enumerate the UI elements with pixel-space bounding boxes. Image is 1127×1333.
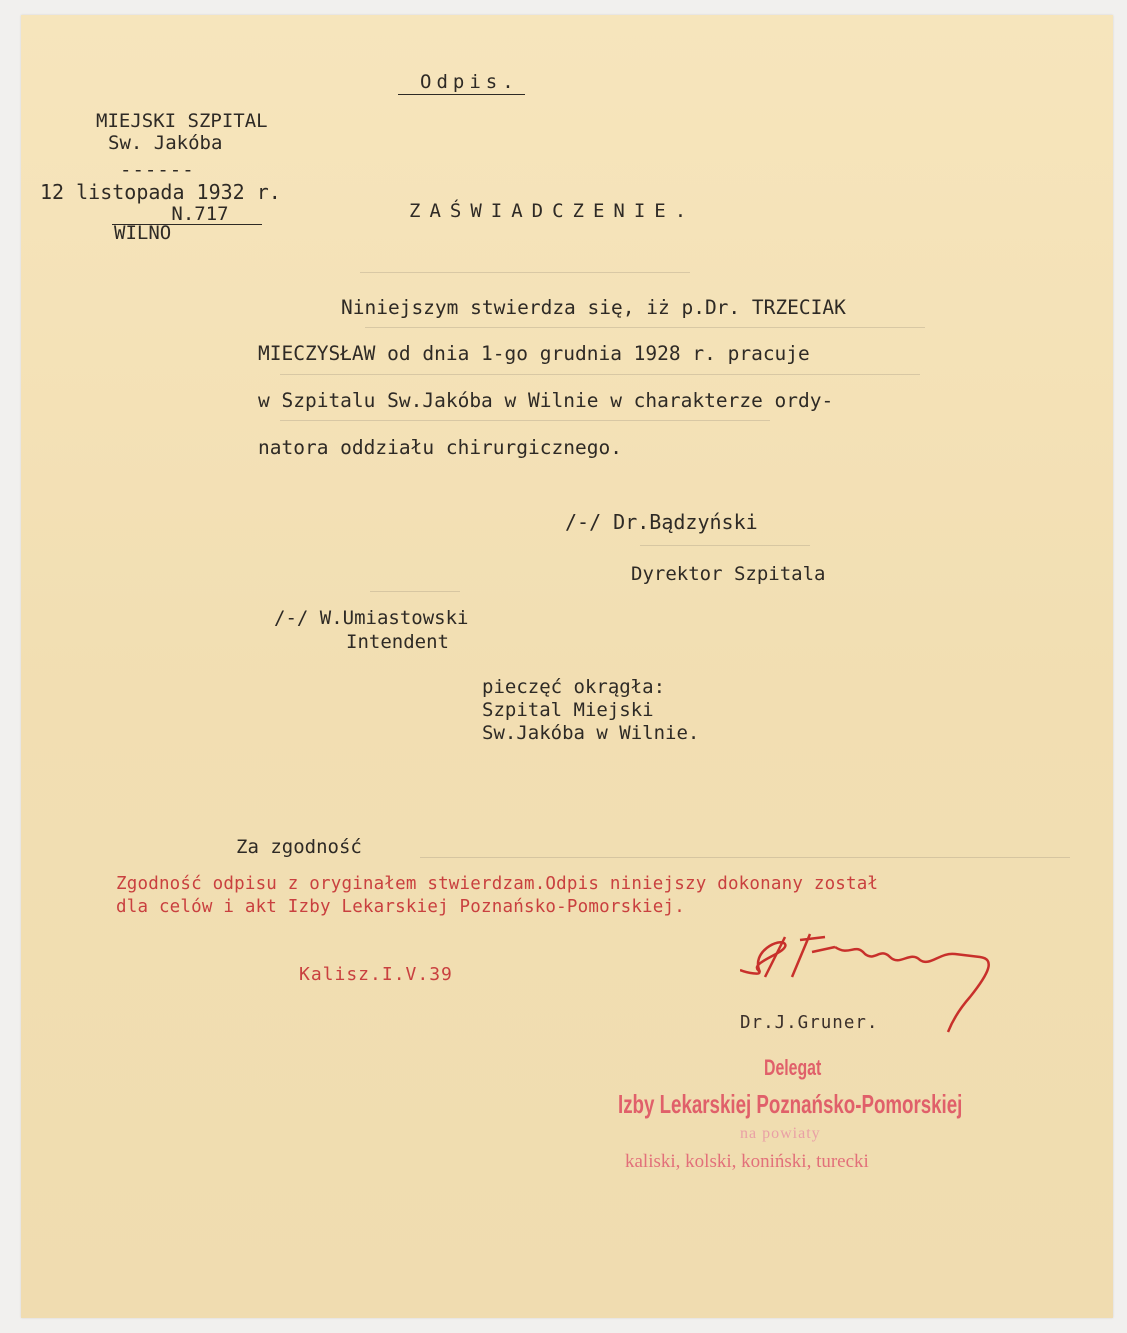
- stamp-line-chamber: Izby Lekarskiej Poznańsko-Pomorskiej: [618, 1089, 963, 1119]
- carbon-smudge: [280, 420, 770, 421]
- letterhead-date: 12 listopada 1932 r.: [40, 180, 281, 204]
- document-title: ZAŚWIADCZENIE.: [409, 200, 696, 222]
- body-line: w Szpitalu Sw.Jakóba w Wilnie w charakterze ordy-: [258, 389, 834, 412]
- letterhead-saint: Sw. Jakóba: [108, 132, 223, 154]
- body-line: Niniejszym stwierdza się, iż p.Dr. TRZECIAK: [341, 296, 846, 319]
- certification-line: Zgodność odpisu z oryginałem stwierdzam.Odpis niniejszy dokonany został: [116, 874, 879, 894]
- seal-note-line: pieczęć okrągła:: [482, 676, 666, 698]
- stamp-line-delegate: Delegat: [764, 1055, 822, 1080]
- stamp-line-districts-label: na powiaty: [740, 1125, 821, 1142]
- carbon-smudge: [365, 327, 925, 328]
- intendant-signature: /-/ W.Umiastowski: [274, 607, 469, 629]
- seal-note-line: Sw.Jakóba w Wilnie.: [482, 722, 700, 744]
- conformity-label: Za zgodność: [236, 836, 362, 858]
- carbon-smudge: [360, 272, 690, 273]
- certification-date: Kalisz.I.V.39: [299, 964, 453, 985]
- director-title: Dyrektor Szpitala: [631, 563, 826, 585]
- intendant-title: Intendent: [346, 631, 449, 653]
- body-line: natora oddziału chirurgicznego.: [258, 436, 622, 459]
- carbon-smudge: [640, 545, 810, 546]
- certification-line: dla celów i akt Izby Lekarskiej Poznańsko-Pomorskiej.: [116, 897, 686, 917]
- carbon-smudge: [370, 591, 460, 592]
- carbon-smudge: [420, 857, 1070, 858]
- letterhead-institution: MIEJSKI SZPITAL: [96, 110, 268, 132]
- body-line: MIECZYSŁAW od dnia 1-go grudnia 1928 r. pracuje: [258, 342, 810, 365]
- director-signature: /-/ Dr.Bądzyński: [565, 510, 758, 534]
- seal-note-line: Szpital Miejski: [482, 699, 654, 721]
- stamp-line-districts: kaliski, kolski, koniński, turecki: [625, 1151, 869, 1172]
- letterhead-number: N.717: [112, 205, 262, 225]
- certifier-name: Dr.J.Gruner.: [740, 1013, 879, 1033]
- letterhead-separator: ------: [120, 159, 195, 181]
- carbon-smudge: [280, 374, 920, 375]
- copy-label: Odpis.: [398, 73, 525, 95]
- letterhead-city: WILNO: [114, 222, 172, 244]
